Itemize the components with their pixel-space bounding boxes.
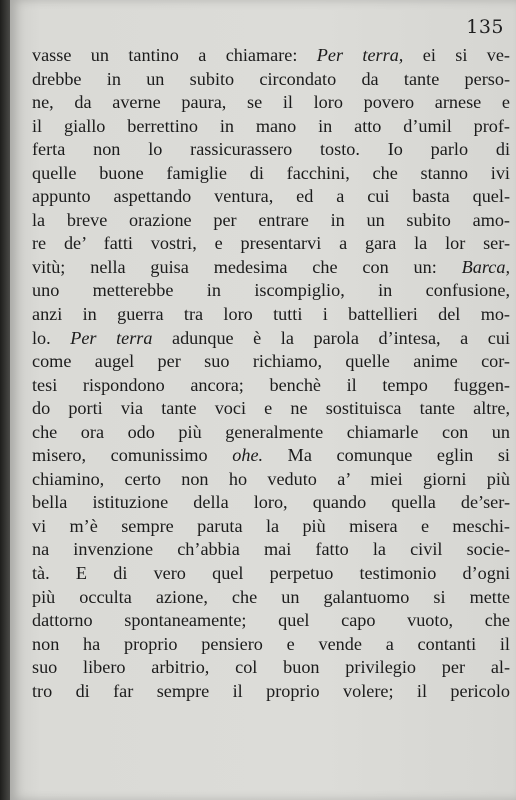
text-line: re de’ fatti vostri, e presentarvi a gara la lor ser-: [32, 233, 510, 254]
text-line: che ora odo più generalmente chiamarle con un: [32, 421, 510, 442]
text-line: na invenzione ch’abbia mai fatto la civil socie-: [32, 539, 510, 560]
italic-text: Per terra,: [316, 45, 404, 65]
body-text: [32, 44, 510, 703]
text-line: la breve orazione per entrare in un subito amo-: [32, 209, 510, 230]
text-line: misero, comunissimo ohe. Ma comunque eglin si: [32, 445, 510, 466]
text-line: più occulta azione, che un galantuomo si mette: [32, 586, 510, 607]
text-line: quelle buone famiglie di facchini, che stanno ivi: [32, 162, 510, 183]
text-line: drebbe in un subito circondato da tante perso-: [32, 68, 510, 89]
text-line: ne, da averne paura, se il loro povero arnese e: [32, 92, 510, 113]
text-line: non ha proprio pensiero e vende a contanti il: [32, 633, 510, 654]
text-line: vasse un tantino a chiamare: Per terra, ei si ve-: [32, 45, 510, 65]
text-line: vi m’è sempre paruta la più misera e meschi-: [32, 515, 510, 536]
italic-text: Per terra: [70, 327, 153, 348]
text-line: do porti via tante voci e ne sostituisca tante altre,: [32, 398, 510, 419]
text-line: anzi in guerra tra loro tutti i battellieri del mo-: [32, 304, 510, 325]
italic-text: ohe.: [232, 445, 264, 466]
text-line: tà. E di vero quel perpetuo testimonio d’ogni: [32, 563, 510, 584]
page-number: 135: [466, 16, 504, 38]
book-gutter: [0, 0, 10, 800]
text-line: appunto aspettando ventura, ed a cui basta quel-: [32, 186, 510, 207]
italic-text: Barca,: [461, 256, 510, 277]
text-line: vitù; nella guisa medesima che con un: Barca,: [32, 256, 510, 277]
book-page: [10, 0, 516, 800]
text-line: chiamino, certo non ho veduto a’ miei giorni più: [32, 468, 510, 489]
text-line: ferta non lo rassicurassero tosto. Io parlo di: [32, 139, 510, 160]
text-line: dattorno spontaneamente; quel capo vuoto, che: [32, 610, 510, 631]
text-line: come augel per suo richiamo, quelle anime cor-: [32, 351, 510, 372]
text-line: bella istituzione della loro, quando quella de’ser-: [32, 492, 510, 513]
text-line: lo. Per terra adunque è la parola d’intesa, a cui: [32, 327, 510, 348]
text-line: suo libero arbitrio, col buon privilegio per al-: [32, 657, 510, 678]
text-line: tesi rispondono ancora; benchè il tempo fuggen-: [32, 374, 510, 395]
text-line: tro di far sempre il proprio volere; il pericolo: [32, 680, 510, 701]
text-line: uno metterebbe in iscompiglio, in confusione,: [32, 280, 510, 301]
text-line: il giallo berrettino in mano in atto d’umil prof-: [32, 115, 510, 136]
